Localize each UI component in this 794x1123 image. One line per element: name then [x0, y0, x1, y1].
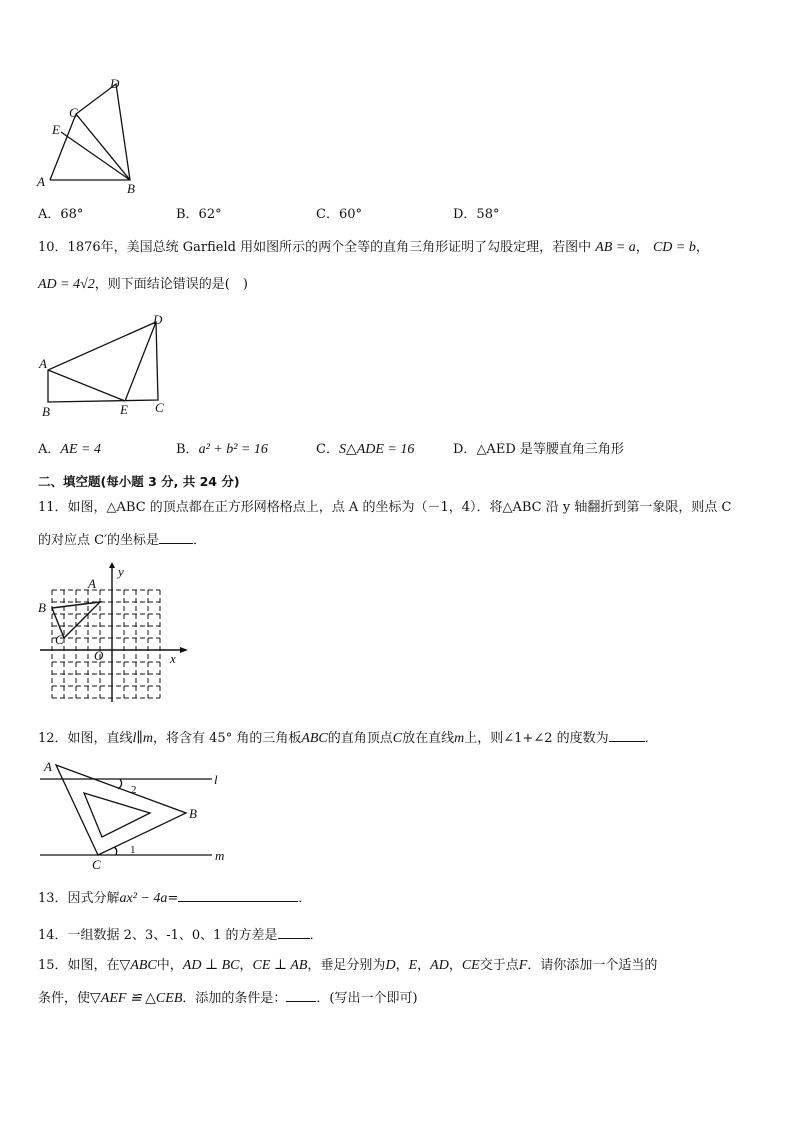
- q12-text-e: 上，则∠1+∠2 的度数为: [464, 731, 609, 746]
- q12-line1: [38, 729, 658, 748]
- q12-m: m: [454, 731, 465, 746]
- q15-ad-bc: AD ⊥ BC: [182, 958, 240, 973]
- q9-label-c: C: [69, 105, 78, 120]
- q15-text-e: ．请你添加一个适当的: [527, 958, 658, 973]
- q11-line2: [38, 531, 206, 550]
- section-fill-in-title: 二、填空题(每小题 3 分, 共 24 分): [38, 474, 240, 489]
- q10-question: ，则下面结论错误的是( ): [94, 277, 248, 292]
- q11-label-c: C: [55, 632, 64, 647]
- q15-sep4: ，: [448, 958, 462, 973]
- q10-label-e: E: [120, 402, 128, 417]
- q12-text-c: 的直角顶点: [327, 731, 393, 746]
- q15-answer-blank[interactable]: [286, 989, 316, 1002]
- q9-option-d: D．58°: [453, 207, 500, 222]
- q10-option-b-prefix: B．: [176, 442, 199, 457]
- q15-d: D: [385, 958, 396, 973]
- q10-option-a-prefix: A．: [38, 442, 61, 457]
- q10-segment-ae: [48, 370, 125, 401]
- q12-label-a: A: [44, 759, 52, 774]
- q12-abc: ABC: [301, 731, 328, 746]
- q15-line1: [38, 957, 657, 975]
- q12-text-d: 放在直线: [402, 731, 455, 746]
- q10-line2: [38, 276, 248, 294]
- q10-intro: 10．1876年，美国总统 Garfield 用如图所示的两个全等的直角三角形证明了勾股定理，若图中: [38, 240, 592, 255]
- q9-label-a: A: [37, 174, 45, 189]
- q10-tail: ，: [695, 240, 709, 255]
- q10-option-a: [38, 441, 101, 459]
- q10-option-d: [453, 441, 624, 459]
- q11-label-x: x: [170, 651, 176, 666]
- q12-c: C: [392, 731, 403, 746]
- q15-text-d: 交于点: [479, 958, 519, 973]
- q11-line2-end: ．: [193, 533, 207, 548]
- q14-text: 14．一组数据 2、3、-1、0、1 的方差是: [38, 928, 278, 943]
- q9-label-d: D: [110, 76, 120, 91]
- q10-figure: [34, 310, 174, 422]
- q15-f: F: [518, 958, 528, 973]
- q10-option-c: [316, 441, 414, 459]
- q10-option-c-math: S△ADE = 16: [338, 442, 415, 457]
- q15-sep1: ，: [239, 958, 253, 973]
- q10-label-d: D: [153, 312, 163, 327]
- q9-option-b: B．62°: [176, 207, 222, 222]
- q12-angle-1: 1: [130, 844, 136, 856]
- q9-label-b: B: [127, 181, 135, 196]
- q13-answer-blank[interactable]: [178, 889, 298, 902]
- q10-label-b: B: [42, 404, 50, 419]
- q11-label-b: B: [38, 600, 46, 615]
- q15-e: E: [408, 958, 418, 973]
- q12-label-m: m: [215, 848, 225, 863]
- q10-trapezoid: [48, 322, 158, 402]
- q15-aef: ▽AEF ≌ △CEB: [90, 991, 183, 1006]
- q15-line2-b: ．添加的条件是：: [182, 991, 287, 1006]
- q15-ad: AD: [430, 958, 449, 973]
- q12-end: ．: [644, 731, 658, 746]
- q12-text-b: ，将含有 45° 角的三角板: [153, 731, 302, 746]
- q11-label-y: y: [118, 564, 124, 579]
- q11-label-a: A: [88, 576, 96, 591]
- q11-line2-text: 的对应点 C′的坐标是: [38, 533, 160, 548]
- q10-option-b-math: a² + b² = 16: [198, 442, 268, 457]
- q12-angle-1-arc: [114, 847, 117, 855]
- q11-answer-blank[interactable]: [159, 531, 193, 544]
- q9-option-c: C．60°: [316, 207, 362, 222]
- q12-label-c: C: [92, 857, 101, 872]
- q9-option-a: A．68°: [38, 207, 84, 222]
- q10-line1: [38, 239, 709, 257]
- q12-lm: l∥m: [132, 731, 154, 746]
- q9-segment-eb: [61, 132, 130, 180]
- q10-sep: ，: [635, 240, 649, 255]
- q9-label-e: E: [52, 122, 60, 137]
- q12-text-a: 12．如图，直线: [38, 731, 133, 746]
- q10-label-c: C: [155, 400, 164, 415]
- q10-cd: CD = b: [652, 240, 696, 255]
- q9-figure: [30, 72, 160, 202]
- q13-expr: ax² − 4a: [119, 891, 168, 906]
- q11-line1: 11．如图，△ABC 的顶点都在正方形网格格点上，点 A 的坐标为（－1，4）．将△ABC 沿 y 轴翻折到第一象限，则点 C: [38, 500, 732, 515]
- q11-x-arrow: [180, 647, 188, 653]
- q15-sep2: ，: [395, 958, 409, 973]
- q10-ab: AB = a: [595, 240, 636, 255]
- q15-text-c: ，垂足分别为: [307, 958, 386, 973]
- q13-eq: =: [167, 891, 179, 906]
- q15-line2-a: 条件，使: [38, 991, 91, 1006]
- q11-label-o: O: [94, 648, 104, 663]
- q15-line2-c: ．(写出一个即可): [316, 991, 418, 1006]
- q12-label-b: B: [189, 806, 197, 821]
- q13-end: ．: [298, 891, 312, 906]
- q10-option-b: [176, 441, 268, 459]
- q14-answer-blank[interactable]: [278, 926, 310, 939]
- q12-label-l: l: [214, 772, 218, 787]
- q11-figure: [30, 562, 190, 710]
- q10-label-a: A: [39, 356, 47, 371]
- q10-option-c-prefix: C．: [316, 442, 339, 457]
- q15-text-a: 15．如图，在: [38, 958, 120, 973]
- q15-text-b: 中，: [156, 958, 183, 973]
- q12-triangle-inner: [84, 793, 150, 837]
- q14-line: [38, 926, 323, 945]
- q11-y-arrow: [109, 562, 115, 568]
- q13-prefix: 13．因式分解: [38, 891, 120, 906]
- q13-line: [38, 889, 311, 908]
- q14-end: ．: [309, 928, 323, 943]
- q15-ce-ab: CE ⊥ AB: [252, 958, 308, 973]
- q15-abc: ▽ABC: [119, 958, 157, 973]
- q12-figure: [34, 757, 244, 873]
- q10-ad: AD = 4√2: [38, 277, 95, 292]
- q15-sep3: ，: [417, 958, 431, 973]
- q12-answer-blank[interactable]: [609, 729, 645, 742]
- q12-angle-2: 2: [131, 784, 137, 796]
- q10-option-d-prefix: D．: [453, 442, 477, 457]
- q15-line2: [38, 989, 418, 1008]
- q15-ce: CE: [461, 958, 480, 973]
- q10-option-a-math: AE = 4: [60, 442, 101, 457]
- q10-option-d-text: △AED 是等腰直角三角形: [476, 442, 624, 457]
